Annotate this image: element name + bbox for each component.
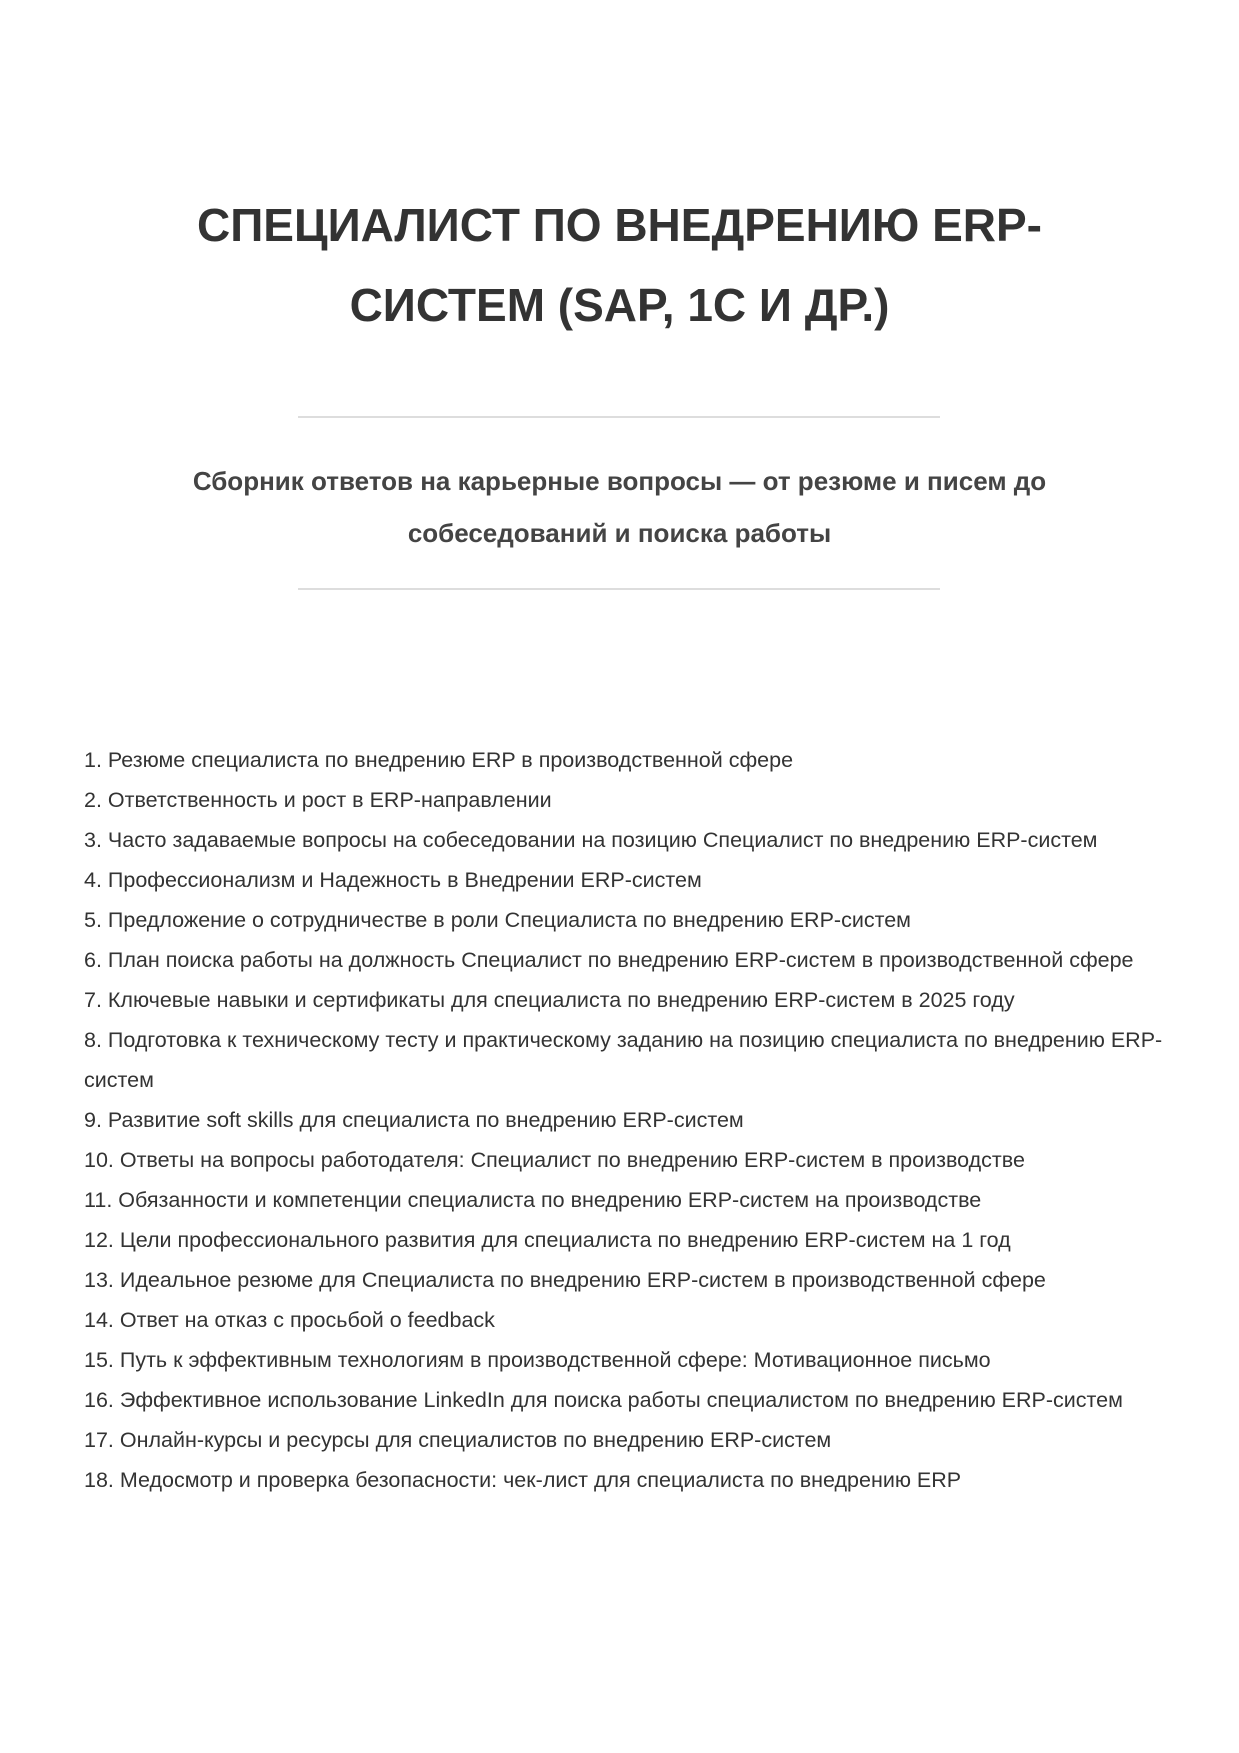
toc-item[interactable]: 12. Цели профессионального развития для специалиста по внедрению ERP-систем на 1 год	[84, 1228, 1011, 1252]
document-title: СПЕЦИАЛИСТ ПО ВНЕДРЕНИЮ ERP-СИСТЕМ (SAP, 1С И ДР.)	[197, 199, 1042, 331]
toc-item[interactable]: 8. Подготовка к техническому тесту и практическому заданию на позицию специалиста по внедрению ERP-систем	[84, 1028, 1163, 1092]
document-subtitle: Сборник ответов на карьерные вопросы — от резюме и писем до собеседований и поиска работы	[192, 466, 1047, 548]
toc-item[interactable]: 13. Идеальное резюме для Специалиста по внедрению ERP-систем в производственной сфере	[84, 1268, 1046, 1292]
toc-item[interactable]: 2. Ответственность и рост в ERP-направлении	[84, 788, 552, 812]
toc-item[interactable]: 4. Профессионализм и Надежность в Внедрении ERP-систем	[84, 868, 702, 892]
toc-item[interactable]: 10. Ответы на вопросы работодателя: Специалист по внедрению ERP-систем в производстве	[84, 1148, 1025, 1172]
divider-top	[298, 416, 940, 418]
toc-item[interactable]: 11. Обязанности и компетенции специалиста по внедрению ERP-систем на производстве	[84, 1188, 982, 1212]
toc-item[interactable]: 14. Ответ на отказ с просьбой о feedback	[84, 1308, 495, 1332]
toc-item[interactable]: 6. План поиска работы на должность Специалист по внедрению ERP-систем в производственной сфере	[84, 948, 1134, 972]
divider-bottom	[298, 588, 940, 590]
table-of-contents	[84, 740, 1164, 1500]
toc-item[interactable]: 16. Эффективное использование LinkedIn для поиска работы специалистом по внедрению ERP-систем	[84, 1388, 1123, 1412]
toc-item[interactable]: 3. Часто задаваемые вопросы на собеседовании на позицию Специалист по внедрению ERP-систем	[84, 828, 1098, 852]
toc-item[interactable]: 18. Медосмотр и проверка безопасности: чек-лист для специалиста по внедрению ERP	[84, 1468, 962, 1492]
toc-item[interactable]: 7. Ключевые навыки и сертификаты для специалиста по внедрению ERP-систем в 2025 году	[84, 988, 1015, 1012]
toc-item[interactable]: 1. Резюме специалиста по внедрению ERP в производственной сфере	[84, 748, 794, 772]
toc-item[interactable]: 9. Развитие soft skills для специалиста по внедрению ERP-систем	[84, 1108, 744, 1132]
toc-item[interactable]: 15. Путь к эффективным технологиям в производственной сфере: Мотивационное письмо	[84, 1348, 991, 1372]
toc-item[interactable]: 5. Предложение о сотрудничестве в роли Специалиста по внедрению ERP-систем	[84, 908, 911, 932]
toc-item[interactable]: 17. Онлайн-курсы и ресурсы для специалистов по внедрению ERP-систем	[84, 1428, 832, 1452]
